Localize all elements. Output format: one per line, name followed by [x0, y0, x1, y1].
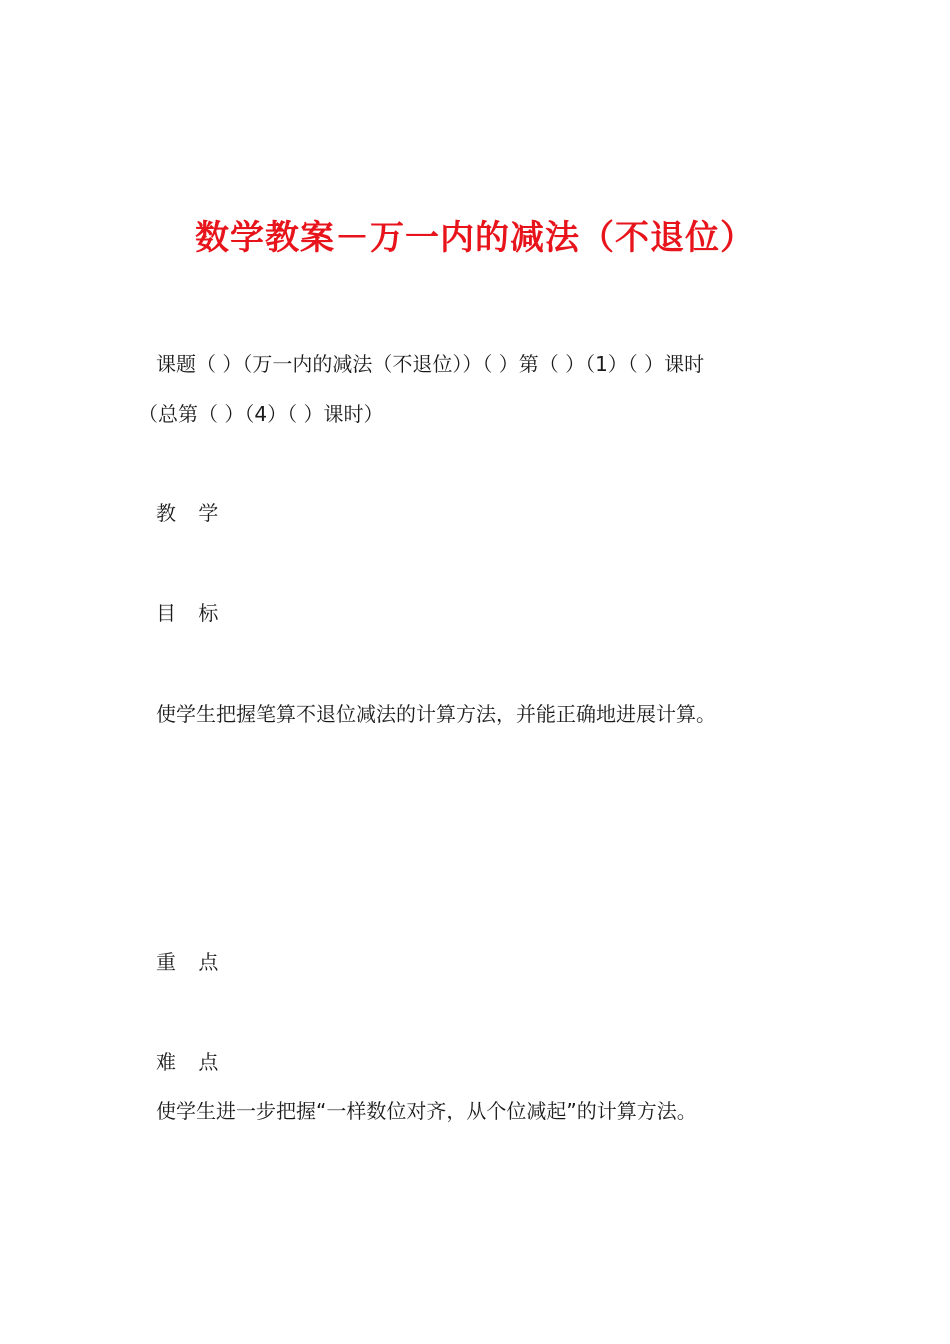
key-text: 使学生进一步把握“一样数位对齐，从个位减起”的计算方法。: [156, 1099, 697, 1123]
goal-text: 使学生把握笔算不退位减法的计算方法，并能正确地进展计算。: [156, 702, 716, 726]
label-key: 重 点: [156, 950, 227, 974]
header-line-2: （总第（ ）（4）（ ）课时）: [138, 402, 384, 426]
header-line-1: 课题（ ）（万一内的减法（不退位））（ ）第（ ）（1）（ ）课时: [156, 352, 705, 376]
label-difficulty: 难 点: [156, 1050, 227, 1074]
label-teaching: 教 学: [156, 501, 227, 525]
label-goal: 目 标: [156, 601, 227, 625]
document-title: 数学教案－万一内的减法（不退位）: [195, 218, 755, 258]
